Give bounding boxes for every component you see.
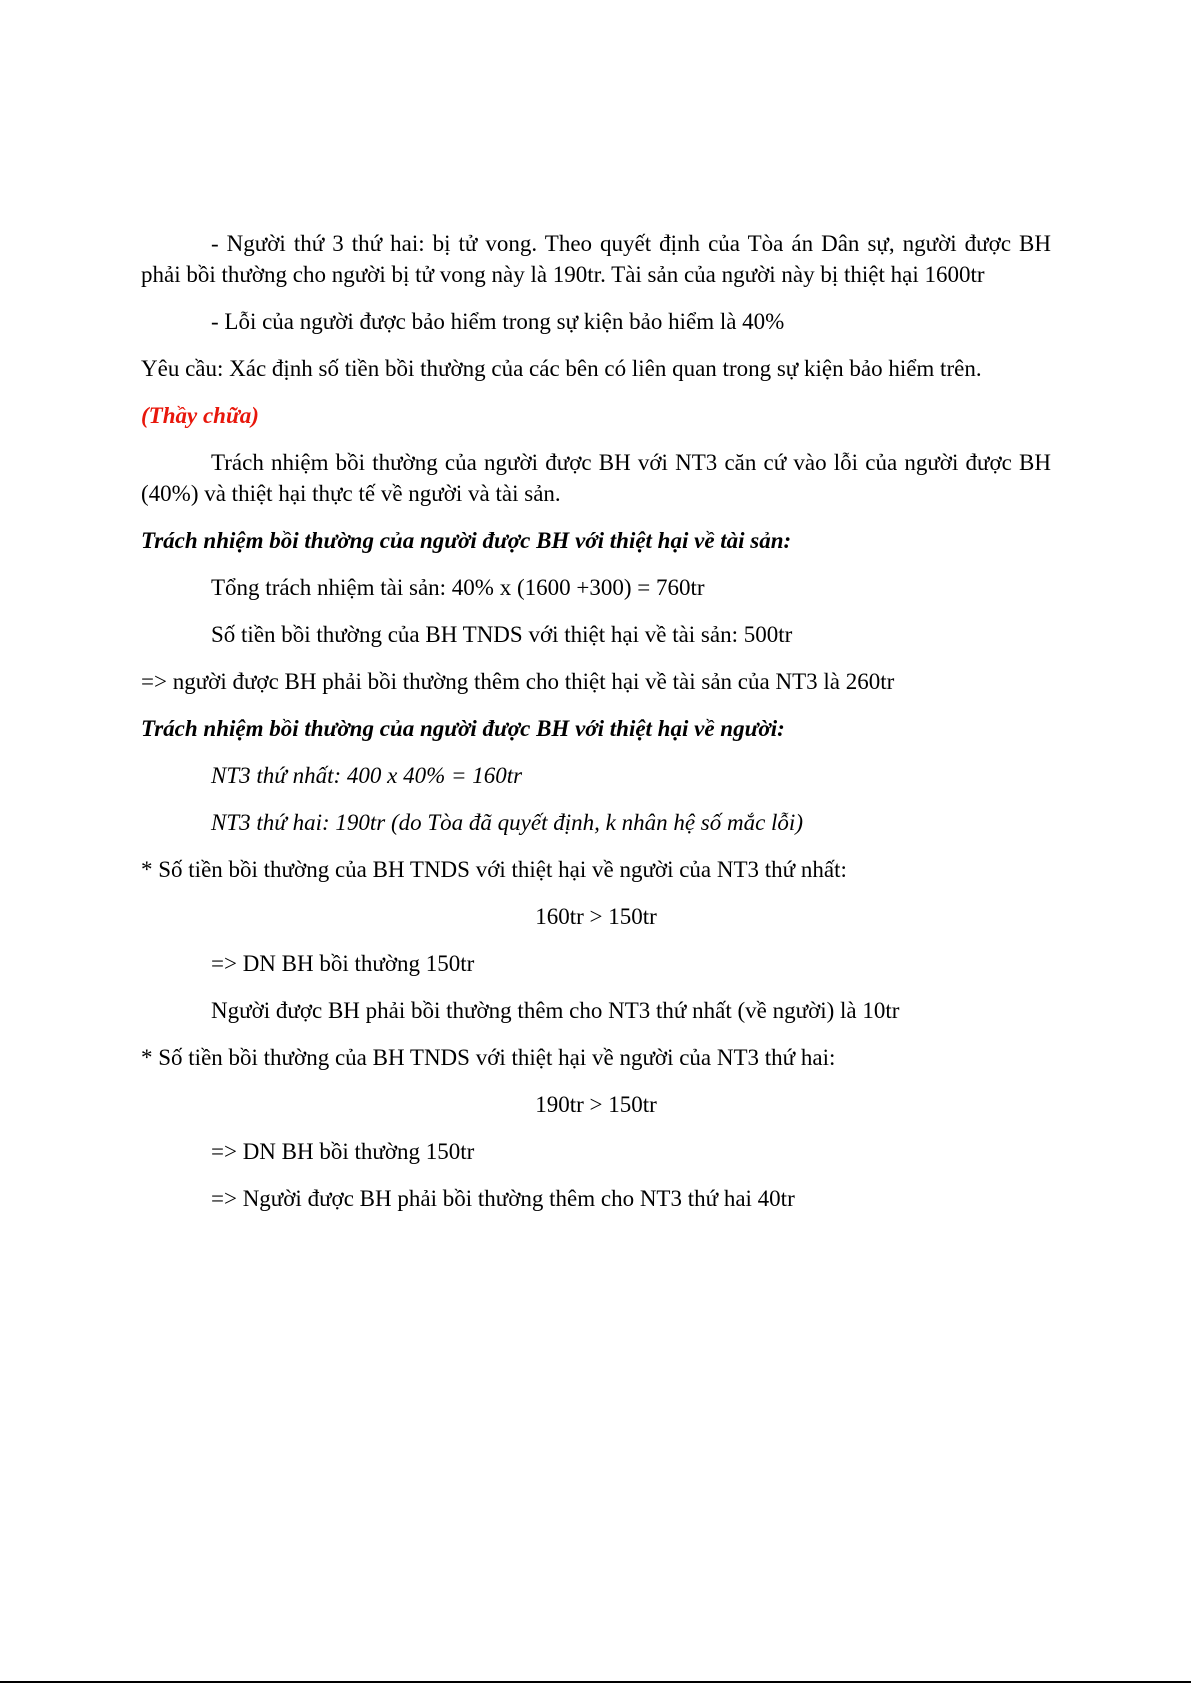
first-insurer-payment: => DN BH bồi thường 150tr xyxy=(211,951,475,976)
page-bottom-rule xyxy=(0,1681,1191,1683)
second-third-party-insurer-heading: * Số tiền bồi thường của BH TNDS với thiệt hại về người của NT3 thứ hai: xyxy=(141,1045,836,1070)
insurer-property-payment: Số tiền bồi thường của BH TNDS với thiệt hại về tài sản: 500tr xyxy=(211,622,793,647)
second-third-party-calc: NT3 thứ hai: 190tr (do Tòa đã quyết định, k nhân hệ số mắc lỗi) xyxy=(211,810,803,835)
fault-paragraph: - Lỗi của người được bảo hiểm trong sự kiện bảo hiểm là 40% xyxy=(211,309,785,334)
additional-property-payment: => người được BH phải bồi thường thêm cho thiệt hại về tài sản của NT3 là 260tr xyxy=(141,669,895,694)
first-comparison: 160tr > 150tr xyxy=(535,904,657,929)
bodily-liability-heading: Trách nhiệm bồi thường của người được BH với thiệt hại về người: xyxy=(141,716,785,741)
second-comparison: 190tr > 150tr xyxy=(535,1092,657,1117)
first-third-party-insurer-heading: * Số tiền bồi thường của BH TNDS với thiệt hại về người của NT3 thứ nhất: xyxy=(141,857,847,882)
second-additional-payment: => Người được BH phải bồi thường thêm cho NT3 thứ hai 40tr xyxy=(211,1186,795,1211)
liability-basis-paragraph: Trách nhiệm bồi thường của người được BH với NT3 căn cứ vào lỗi của người được BH (40%) và thiệt hại thực tế về người và tài sản. xyxy=(141,450,1051,506)
total-property-liability: Tổng trách nhiệm tài sản: 40% x (1600 +300) = 760tr xyxy=(211,575,705,600)
document-body xyxy=(141,228,1051,1230)
first-third-party-calc: NT3 thứ nhất: 400 x 40% = 160tr xyxy=(211,763,523,788)
first-additional-payment: Người được BH phải bồi thường thêm cho NT3 thứ nhất (về người) là 10tr xyxy=(211,998,900,1023)
third-party-two-paragraph: - Người thứ 3 thứ hai: bị tử vong. Theo quyết định của Tòa án Dân sự, người được BH phải bồi thường cho người bị tử vong này là 190tr. Tài sản của người này bị thiệt hại 1600tr xyxy=(141,231,1051,287)
second-insurer-payment: => DN BH bồi thường 150tr xyxy=(211,1139,475,1164)
requirement-paragraph: Yêu cầu: Xác định số tiền bồi thường của các bên có liên quan trong sự kiện bảo hiểm trên. xyxy=(141,356,982,381)
property-liability-heading: Trách nhiệm bồi thường của người được BH với thiệt hại về tài sản: xyxy=(141,528,792,553)
teacher-solution-heading: (Thầy chữa) xyxy=(141,403,259,428)
